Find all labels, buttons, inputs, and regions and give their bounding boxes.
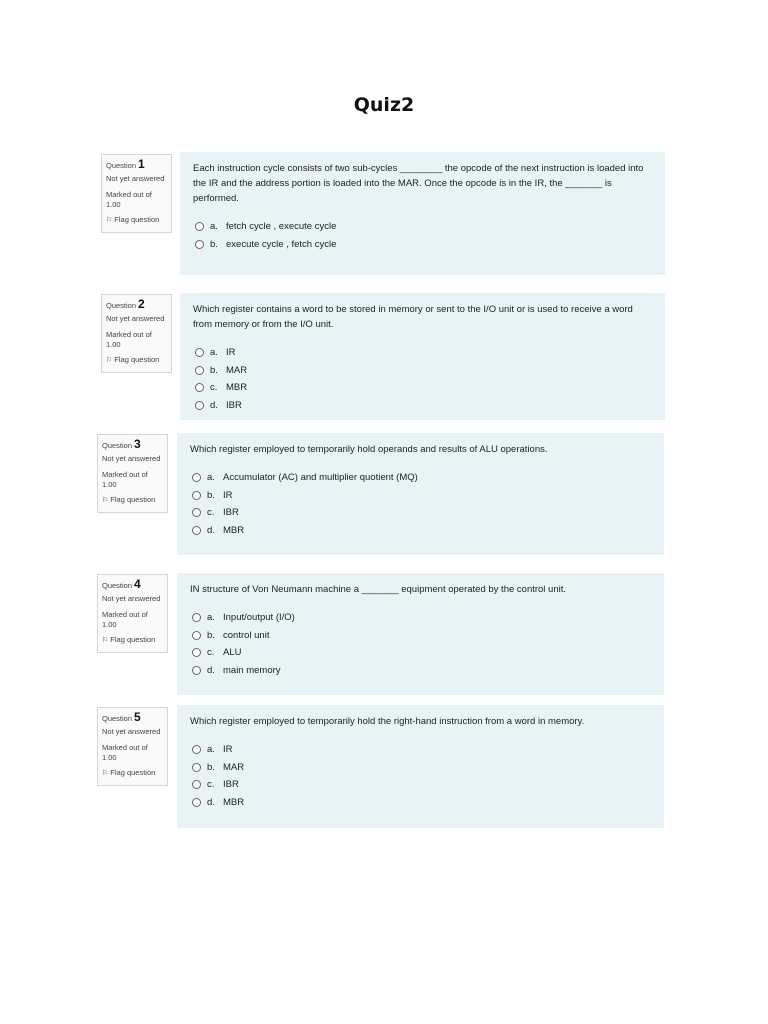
flag-icon: ⚐ [102, 770, 109, 777]
answer-option[interactable]: d. main memory [190, 662, 651, 680]
answer-option[interactable]: c. MBR [193, 379, 652, 397]
flag-question-link[interactable]: ⚐ Flag question [106, 215, 160, 224]
question-text: IN structure of Von Neumann machine a _______ equipment operated by the control unit. [190, 584, 567, 595]
answer-options [193, 344, 652, 414]
radio-button[interactable] [195, 222, 204, 231]
question-content [177, 705, 664, 828]
page-title: Quiz2 [353, 94, 415, 116]
answer-option[interactable]: b. execute cycle , fetch cycle [193, 236, 652, 254]
question-info [97, 707, 168, 786]
radio-button[interactable] [192, 508, 201, 517]
answer-option[interactable]: c. IBR [190, 504, 651, 522]
answer-option[interactable]: a. IR [193, 344, 652, 362]
answer-options [193, 218, 652, 253]
flag-question-link[interactable]: ⚐ Flag question [102, 635, 156, 644]
question-state: Not yet answered [106, 314, 165, 323]
question-mark: Marked out of 1.00 [102, 610, 148, 629]
question-state: Not yet answered [102, 454, 161, 463]
question-info [97, 434, 168, 513]
answer-option[interactable]: b. MAR [190, 759, 651, 777]
question-info [101, 294, 172, 373]
question-text: Which register employed to temporarily hold the right-hand instruction from a word in memory. [190, 716, 585, 727]
radio-button[interactable] [192, 798, 201, 807]
question-mark: Marked out of 1.00 [102, 470, 148, 489]
answer-options [190, 609, 651, 679]
answer-option[interactable]: c. ALU [190, 644, 651, 662]
radio-button[interactable] [192, 491, 201, 500]
radio-button[interactable] [192, 780, 201, 789]
answer-option[interactable]: a. Accumulator (AC) and multiplier quotient (MQ) [190, 469, 651, 487]
answer-option[interactable]: b. control unit [190, 627, 651, 645]
question-state: Not yet answered [102, 594, 161, 603]
flag-question-link[interactable]: ⚐ Flag question [106, 355, 160, 364]
radio-button[interactable] [192, 631, 201, 640]
radio-button[interactable] [192, 745, 201, 754]
answer-option[interactable]: a. IR [190, 741, 651, 759]
question-number: Question 1 [106, 157, 145, 171]
question-text: Each instruction cycle consists of two sub-cycles ________ the opcode of the next instruction is loaded into the IR and the address portion is loaded into the MAR. Once the opcode is in the IR, the _______ is performed. [193, 163, 644, 204]
question-number: Question 2 [106, 297, 145, 311]
question-content [177, 573, 664, 695]
radio-button[interactable] [195, 383, 204, 392]
question-number: Question 4 [102, 577, 141, 591]
question-mark: Marked out of 1.00 [106, 330, 152, 349]
flag-icon: ⚐ [102, 637, 109, 644]
answer-option[interactable]: b. IR [190, 487, 651, 505]
answer-option[interactable]: c. IBR [190, 776, 651, 794]
answer-options [190, 469, 651, 539]
flag-icon: ⚐ [106, 357, 113, 364]
flag-icon: ⚐ [102, 497, 109, 504]
question-content [177, 433, 664, 555]
radio-button[interactable] [195, 366, 204, 375]
radio-button[interactable] [192, 648, 201, 657]
flag-question-link[interactable]: ⚐ Flag question [102, 495, 156, 504]
question-content [180, 152, 665, 275]
question-text: Which register employed to temporarily hold operands and results of ALU operations. [190, 444, 548, 455]
radio-button[interactable] [195, 401, 204, 410]
radio-button[interactable] [192, 763, 201, 772]
question-mark: Marked out of 1.00 [106, 190, 152, 209]
answer-option[interactable]: a. Input/output (I/O) [190, 609, 651, 627]
radio-button[interactable] [192, 613, 201, 622]
question-number: Question 5 [102, 710, 141, 724]
answer-option[interactable]: d. MBR [190, 522, 651, 540]
flag-question-link[interactable]: ⚐ Flag question [102, 768, 156, 777]
answer-options [190, 741, 651, 811]
answer-option[interactable]: b. MAR [193, 362, 652, 380]
radio-button[interactable] [195, 348, 204, 357]
flag-icon: ⚐ [106, 217, 113, 224]
question-content [180, 293, 665, 420]
answer-option[interactable]: d. IBR [193, 397, 652, 415]
radio-button[interactable] [192, 666, 201, 675]
question-mark: Marked out of 1.00 [102, 743, 148, 762]
question-info [97, 574, 168, 653]
question-text: Which register contains a word to be stored in memory or sent to the I/O unit or is used to receive a word from memory or from the I/O unit. [193, 304, 633, 330]
answer-option[interactable]: d. MBR [190, 794, 651, 812]
radio-button[interactable] [192, 473, 201, 482]
answer-option[interactable]: a. fetch cycle , execute cycle [193, 218, 652, 236]
question-number: Question 3 [102, 437, 141, 451]
question-state: Not yet answered [102, 727, 161, 736]
radio-button[interactable] [192, 526, 201, 535]
question-state: Not yet answered [106, 174, 165, 183]
radio-button[interactable] [195, 240, 204, 249]
question-info [101, 154, 172, 233]
